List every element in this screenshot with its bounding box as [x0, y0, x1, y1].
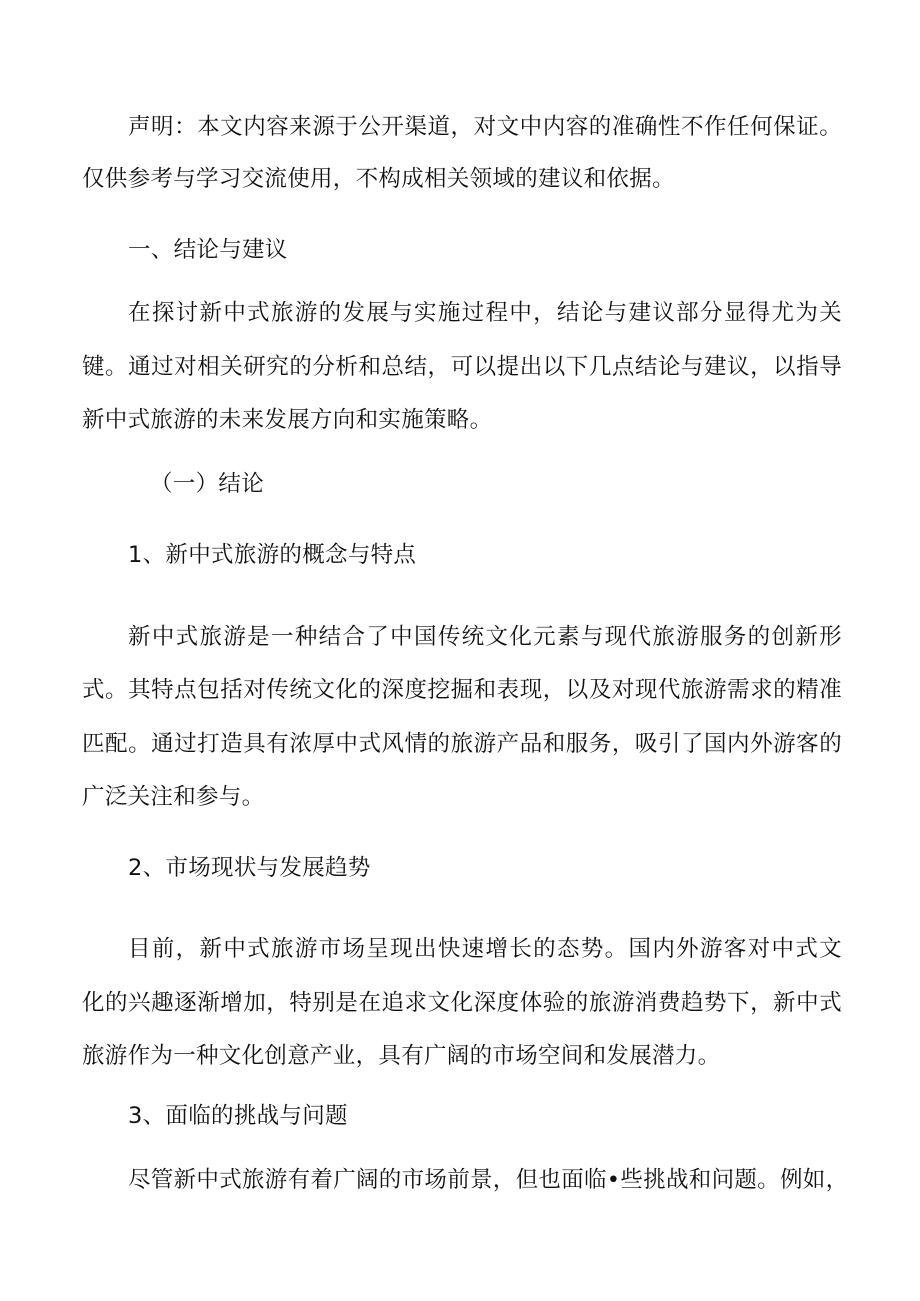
- item-heading-2: 2、市场现状与发展趋势: [128, 855, 371, 881]
- subsection-heading-conclusion: （一）结论: [150, 471, 265, 497]
- item2-line-3: 旅游作为一种文化创意产业，具有广阔的市场空间和发展潜力。: [82, 1043, 721, 1069]
- item1-line-4: 广泛关注和参与。: [82, 784, 265, 810]
- section-heading-conclusions: 一、结论与建议: [128, 237, 288, 263]
- intro-line-3: 新中式旅游的未来发展方向和实施策略。: [82, 407, 493, 433]
- item1-line-3: 匹配。通过打造具有浓厚中式风情的旅游产品和服务，吸引了国内外游客的: [82, 731, 842, 757]
- item3-line-1: 尽管新中式旅游有着广阔的市场前景，但也面临•些挑战和问题。例如，: [128, 1167, 849, 1193]
- intro-line-1: 在探讨新中式旅游的发展与实施过程中，结论与建议部分显得尤为关: [128, 300, 842, 326]
- item2-line-2: 化的兴趣逐渐增加，特别是在追求文化深度体验的旅游消费趋势下，新中式: [82, 990, 842, 1016]
- item1-line-1: 新中式旅游是一种结合了中国传统文化元素与现代旅游服务的创新形: [128, 624, 842, 650]
- item-heading-3: 3、面临的挑战与问题: [128, 1103, 348, 1129]
- disclaimer-line-1: 声明：本文内容来源于公开渠道，对文中内容的准确性不作任何保证。: [128, 114, 842, 140]
- item1-line-2: 式。其特点包括对传统文化的深度挖掘和表现，以及对现代旅游需求的精准: [82, 677, 842, 703]
- intro-line-2: 键。通过对相关研究的分析和总结，可以提出以下几点结论与建议，以指导: [82, 354, 842, 380]
- item2-line-1: 目前，新中式旅游市场呈现出快速增长的态势。国内外游客对中式文: [128, 936, 842, 962]
- disclaimer-line-2: 仅供参考与学习交流使用，不构成相关领域的建议和依据。: [82, 166, 675, 192]
- item-heading-1: 1、新中式旅游的概念与特点: [128, 542, 417, 568]
